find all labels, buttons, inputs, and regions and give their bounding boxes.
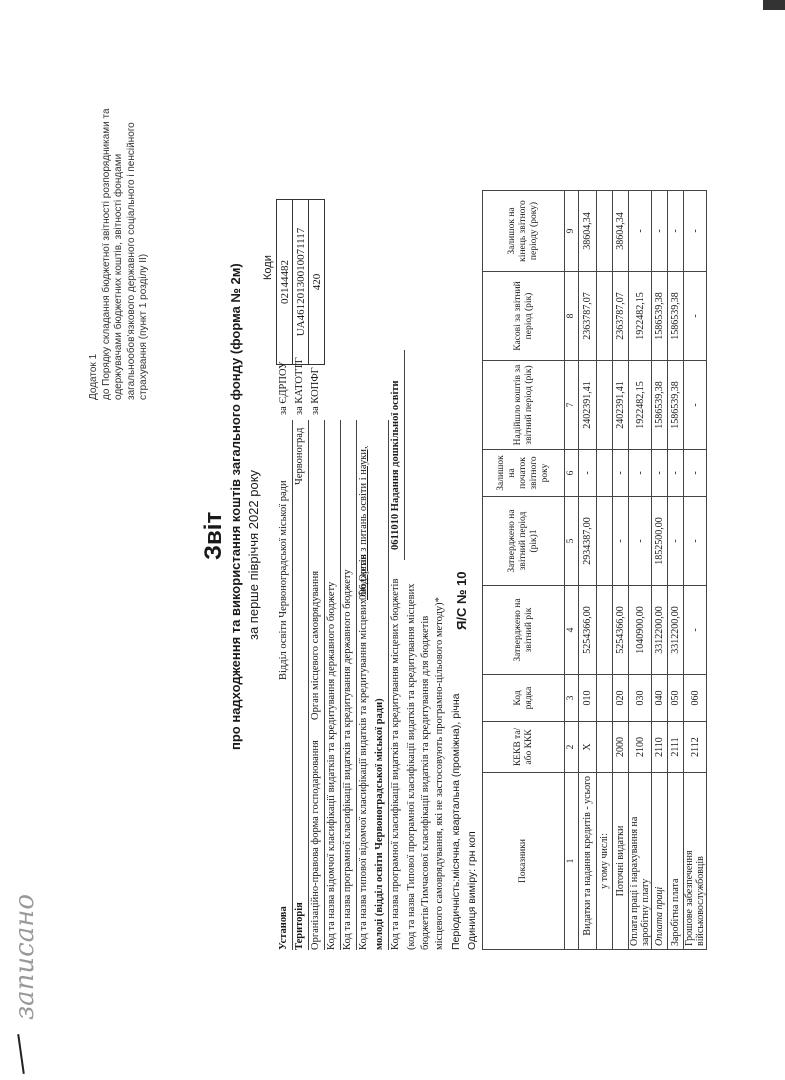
edrpou-label: за ЄДРПОУ <box>278 361 289 415</box>
cell: - <box>629 191 652 272</box>
cell: - <box>668 191 684 272</box>
cell: 040 <box>652 675 668 722</box>
cell: 1586539,38 <box>652 272 668 361</box>
col-number: 7 <box>565 361 579 450</box>
scan-corner-mark <box>763 0 785 10</box>
table-row <box>613 191 629 950</box>
typical-note-1: (код та назва Типової програмної класифікації видатків та кредитування місцевих <box>406 583 417 950</box>
appendix-line: страхування (пункт 1 розділу II) <box>138 253 149 400</box>
col-number: 3 <box>565 675 579 722</box>
kopfg-label: за КОПФГ <box>310 367 321 415</box>
row-label: Заробітна плата <box>668 773 684 950</box>
cell: - <box>668 450 684 497</box>
codes-label: Коди <box>262 255 274 280</box>
col-header: Код рядка <box>483 675 565 722</box>
cell: 020 <box>613 675 629 722</box>
row-label: Видатки та надання кредитів - усього <box>579 773 597 950</box>
cell: 050 <box>668 675 684 722</box>
cell <box>597 675 613 722</box>
cell: 2402391,41 <box>579 361 597 450</box>
row-label: Грошове забезпечення військовослужбовців <box>684 773 707 950</box>
cell: 5254366,00 <box>579 586 597 675</box>
cell: - <box>684 450 707 497</box>
report-subtitle: про надходження та використання коштів загального фонду (форма № 2м) <box>228 263 243 750</box>
program-value: 0611010 Надання дошкільної освіти <box>390 380 401 550</box>
col-number: 9 <box>565 191 579 272</box>
col-number: 2 <box>565 722 579 773</box>
cell: - <box>629 450 652 497</box>
appendix-line: одержувачами бюджетних коштів, звітності фондами <box>113 153 124 400</box>
report-title: Звіт <box>200 511 227 560</box>
cell <box>597 497 613 586</box>
col-header: Затверджено на звітний період (рік)1 <box>483 497 565 586</box>
cell: 1586539,38 <box>668 361 684 450</box>
appendix-line: загальнообов'язкового державного соціального і пенсійного <box>125 122 137 400</box>
cell: 2402391,41 <box>613 361 629 450</box>
pen-mark <box>17 1034 25 1074</box>
periodicity: Періодичність:місячна, квартальна (проміжна), річна <box>450 693 462 950</box>
typical-dept-label: Код та назва типової відомчої класифікації видатків та кредитування місцевих бюджетів <box>358 554 369 950</box>
cell: 3312200,00 <box>668 586 684 675</box>
kopfg-code: 420 <box>309 200 325 365</box>
program-class-label: Код та назва програмної класифікації видатків та кредитування державного бюджету <box>342 569 353 950</box>
cell: - <box>684 361 707 450</box>
appendix-note <box>88 108 151 400</box>
report-table <box>482 190 707 950</box>
cell: 2000 <box>613 722 629 773</box>
cell <box>597 191 613 272</box>
appendix-line: до Порядку складання бюджетної звітності розпорядниками та <box>100 108 112 400</box>
cell: - <box>652 450 668 497</box>
row-label: Оплата праці і нарахування на заробітну плату <box>629 773 652 950</box>
col-header: Показники <box>483 773 565 950</box>
cell: - <box>684 497 707 586</box>
table-row <box>629 191 652 950</box>
typical-dept-value: 006 Орган з питань освіти і науки, <box>358 446 369 600</box>
cell: 38604,34 <box>579 191 597 272</box>
cell: 2363787,07 <box>579 272 597 361</box>
territory-label: Територія <box>294 902 305 950</box>
stamp-number: Я/С № 10 <box>454 571 469 630</box>
handwritten-note: записано <box>10 893 40 1020</box>
youth-line: молоді (відділ освіти Червоноградської міської ради) <box>374 698 385 950</box>
cell: 2363787,07 <box>613 272 629 361</box>
codes-table <box>276 199 325 365</box>
dept-class-label: Код та назва відомчої класифікації видатків та кредитування державного бюджету <box>326 581 337 950</box>
col-header: Залишок на початок звітного року <box>483 450 565 497</box>
territory-value: Червоноград <box>294 427 305 485</box>
cell: - <box>579 450 597 497</box>
row-label: Поточні видатки <box>613 773 629 950</box>
table-row <box>579 191 597 950</box>
col-header: Затверджено на звітний рік <box>483 586 565 675</box>
program-label: Код та назва програмної класифікації видатків та кредитування місцевих бюджетів <box>390 578 401 950</box>
edrpou-code: 02144482 <box>277 200 293 365</box>
cell: 2100 <box>629 722 652 773</box>
typical-note-2: бюджетів/Тимчасової класифікації видатків та кредитування для бюджетів <box>420 615 431 950</box>
cell: 030 <box>629 675 652 722</box>
katottg-code: UA46120130010071117 <box>293 200 309 365</box>
cell: - <box>613 497 629 586</box>
table-row <box>668 191 684 950</box>
col-header: Залишок на кінець звітного періоду (року) <box>483 191 565 272</box>
appendix-line: Додаток 1 <box>88 353 99 400</box>
cell: 1586539,38 <box>668 272 684 361</box>
cell: 1586539,38 <box>652 361 668 450</box>
col-number: 6 <box>565 450 579 497</box>
cell: - <box>684 272 707 361</box>
row-label: у тому числі: <box>597 773 613 950</box>
legal-form-label: Організаційно-правова форма господарювання <box>310 740 321 950</box>
cell: 5254366,00 <box>613 586 629 675</box>
table-row <box>684 191 707 950</box>
cell <box>597 361 613 450</box>
cell <box>597 272 613 361</box>
legal-form-value: Орган місцевого самоврядування <box>310 570 321 720</box>
katottg-label: за КАТОТТГ <box>294 357 305 415</box>
cell: 1040900,00 <box>629 586 652 675</box>
cell: 010 <box>579 675 597 722</box>
row-label: Оплата праці <box>652 773 668 950</box>
cell: - <box>668 497 684 586</box>
cell: X <box>579 722 597 773</box>
cell: - <box>684 586 707 675</box>
institution-value: Відділ освіти Червоноградської міської ради <box>278 480 289 680</box>
cell: 2110 <box>652 722 668 773</box>
report-period: за перше півріччя 2022 року <box>246 469 261 640</box>
cell: 3312200,00 <box>652 586 668 675</box>
col-number: 1 <box>565 773 579 950</box>
cell <box>597 586 613 675</box>
cell: 1852500,00 <box>652 497 668 586</box>
col-header: КЕКВ та/або ККК <box>483 722 565 773</box>
col-header: Касові за звітний період (рік) <box>483 272 565 361</box>
institution-label: Установа <box>278 906 289 950</box>
col-number: 8 <box>565 272 579 361</box>
cell <box>597 450 613 497</box>
cell: - <box>613 450 629 497</box>
cell: - <box>684 191 707 272</box>
table-row <box>597 191 613 950</box>
typical-note-3: місцевого самоврядування, які не застосовують програмно-цільового методу)* <box>434 597 445 950</box>
col-number: 4 <box>565 586 579 675</box>
col-header: Надійшло коштів за звітний період (рік) <box>483 361 565 450</box>
cell: - <box>629 497 652 586</box>
cell: 060 <box>684 675 707 722</box>
cell: 2111 <box>668 722 684 773</box>
cell: - <box>652 191 668 272</box>
cell: 2112 <box>684 722 707 773</box>
col-number: 5 <box>565 497 579 586</box>
cell: 38604,34 <box>613 191 629 272</box>
cell: 2934387,00 <box>579 497 597 586</box>
table-row <box>652 191 668 950</box>
unit-of-measure: Одиниця виміру: грн коп <box>466 831 478 950</box>
cell: 1922482,15 <box>629 361 652 450</box>
cell <box>597 722 613 773</box>
cell: 1922482,15 <box>629 272 652 361</box>
